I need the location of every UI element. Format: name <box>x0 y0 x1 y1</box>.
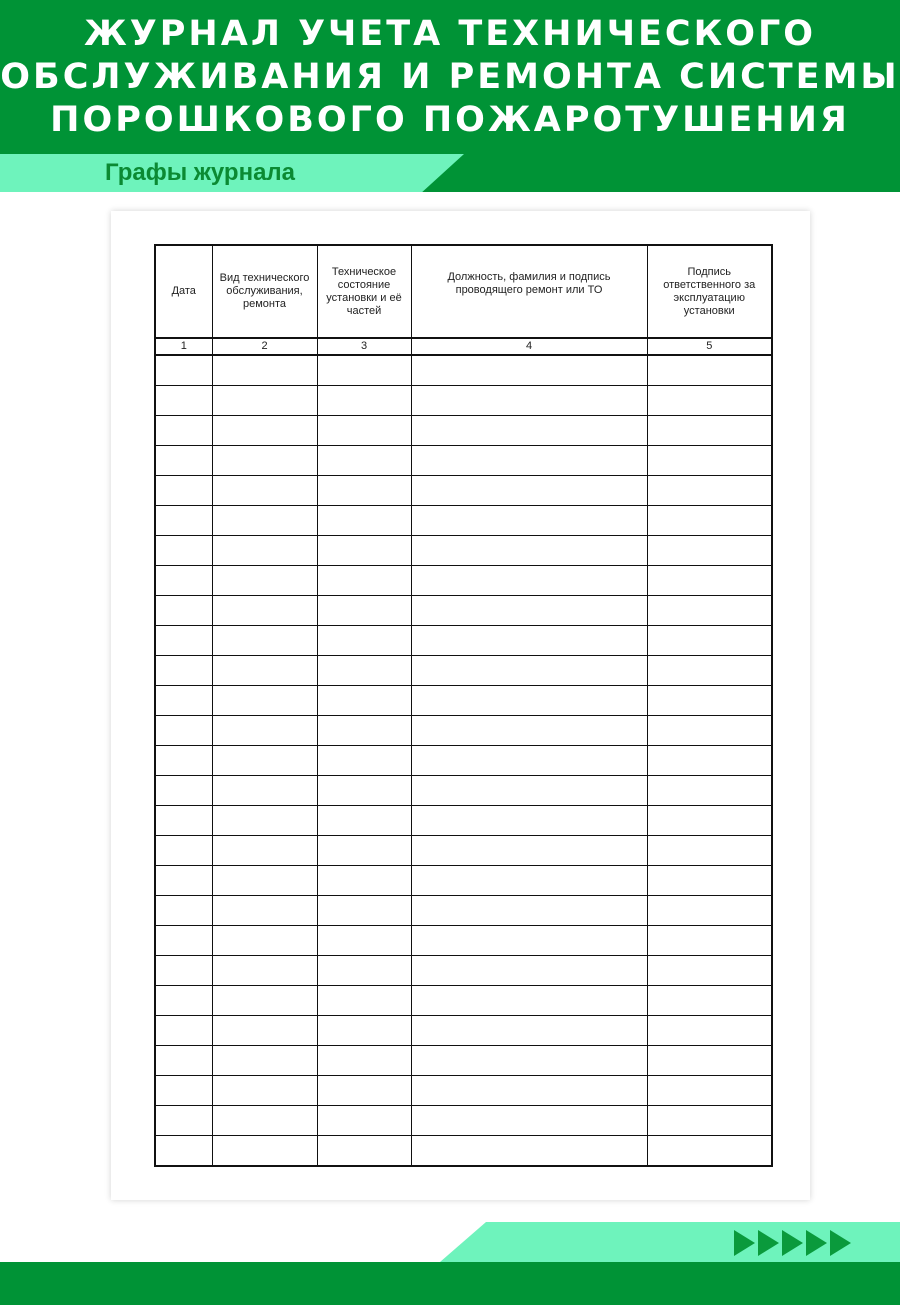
table-row <box>155 536 772 566</box>
table-cell <box>411 1046 647 1076</box>
table-cell <box>647 1106 772 1136</box>
table-row <box>155 836 772 866</box>
table-cell <box>411 956 647 986</box>
table-cell <box>317 386 411 416</box>
table-cell <box>212 806 317 836</box>
table-cell <box>411 1106 647 1136</box>
table-cell <box>155 956 212 986</box>
page-title: ЖУРНАЛ УЧЕТА ТЕХНИЧЕСКОГО ОБСЛУЖИВАНИЯ И РЕМОНТА СИСТЕМЫ ПОРОШКОВОГО ПОЖАРОТУШЕНИЯ <box>0 13 900 140</box>
arrow-right-icon <box>734 1230 755 1256</box>
table-cell <box>647 416 772 446</box>
table-cell <box>155 596 212 626</box>
section-subtitle: Графы журнала <box>105 159 296 186</box>
table-cell <box>212 506 317 536</box>
table-cell <box>317 656 411 686</box>
table-cell <box>317 716 411 746</box>
column-number-row <box>155 338 772 355</box>
table-cell <box>212 386 317 416</box>
table-cell <box>647 776 772 806</box>
table-cell <box>317 506 411 536</box>
table-cell <box>411 896 647 926</box>
table-cell <box>317 1106 411 1136</box>
table-row <box>155 596 772 626</box>
table-cell <box>155 416 212 446</box>
table-cell <box>647 866 772 896</box>
column-header-date: Дата <box>155 245 212 338</box>
table-row <box>155 446 772 476</box>
table-cell <box>317 1076 411 1106</box>
table-cell <box>411 1016 647 1046</box>
title-banner <box>0 0 900 152</box>
arrow-right-icon <box>830 1230 851 1256</box>
table-cell <box>317 536 411 566</box>
table-cell <box>647 355 772 386</box>
table-cell <box>212 476 317 506</box>
table-row <box>155 1076 772 1106</box>
table-cell <box>317 416 411 446</box>
table-cell <box>317 836 411 866</box>
table-row <box>155 566 772 596</box>
table-cell <box>212 776 317 806</box>
table-cell <box>647 1016 772 1046</box>
table-row <box>155 806 772 836</box>
table-cell <box>411 1136 647 1167</box>
table-row <box>155 386 772 416</box>
table-row <box>155 1106 772 1136</box>
table-cell <box>155 776 212 806</box>
table-cell <box>411 1076 647 1106</box>
table-cell <box>317 746 411 776</box>
table-cell <box>155 656 212 686</box>
column-number: 1 <box>155 338 212 355</box>
table-cell <box>647 686 772 716</box>
table-row <box>155 986 772 1016</box>
column-header-performer: Должность, фамилия и подпись проводящего ремонт или ТО <box>411 245 647 338</box>
table-cell <box>155 836 212 866</box>
table-cell <box>155 806 212 836</box>
table-row <box>155 686 772 716</box>
table-cell <box>155 476 212 506</box>
table-row <box>155 656 772 686</box>
table-cell <box>647 896 772 926</box>
table-cell <box>155 986 212 1016</box>
column-number: 3 <box>317 338 411 355</box>
table-cell <box>411 836 647 866</box>
table-cell <box>647 1136 772 1167</box>
table-cell <box>212 1076 317 1106</box>
table-row <box>155 626 772 656</box>
table-cell <box>647 626 772 656</box>
table-cell <box>317 1046 411 1076</box>
table-cell <box>647 566 772 596</box>
table-cell <box>155 506 212 536</box>
table-cell <box>212 566 317 596</box>
table-cell <box>647 716 772 746</box>
table-cell <box>212 656 317 686</box>
table-cell <box>155 1076 212 1106</box>
journal-table <box>154 244 773 1167</box>
table-cell <box>155 686 212 716</box>
table-cell <box>155 355 212 386</box>
table-row <box>155 355 772 386</box>
table-cell <box>411 806 647 836</box>
arrow-row <box>734 1230 851 1256</box>
table-cell <box>411 566 647 596</box>
table-cell <box>317 896 411 926</box>
table-cell <box>155 866 212 896</box>
table-cell <box>155 1016 212 1046</box>
table-cell <box>411 536 647 566</box>
table-row <box>155 416 772 446</box>
arrow-right-icon <box>806 1230 827 1256</box>
table-cell <box>317 866 411 896</box>
table-row <box>155 506 772 536</box>
table-cell <box>647 536 772 566</box>
column-header-service-type: Вид технического обслуживания, ремонта <box>212 245 317 338</box>
table-cell <box>155 746 212 776</box>
column-number: 2 <box>212 338 317 355</box>
table-cell <box>212 626 317 656</box>
column-header-technical-state: Техническое состояние установки и её частей <box>317 245 411 338</box>
table-cell <box>212 1136 317 1167</box>
table-cell <box>155 1106 212 1136</box>
table-cell <box>647 386 772 416</box>
table-cell <box>411 866 647 896</box>
table-cell <box>411 596 647 626</box>
table-cell <box>317 1016 411 1046</box>
table-cell <box>155 1046 212 1076</box>
table-row <box>155 1136 772 1167</box>
table-cell <box>155 386 212 416</box>
table-cell <box>411 776 647 806</box>
column-number: 4 <box>411 338 647 355</box>
table-cell <box>212 1106 317 1136</box>
column-number: 5 <box>647 338 772 355</box>
table-row <box>155 866 772 896</box>
table-cell <box>411 416 647 446</box>
table-cell <box>317 566 411 596</box>
header-row <box>155 245 772 338</box>
table-cell <box>212 1046 317 1076</box>
table-cell <box>212 446 317 476</box>
table-cell <box>647 746 772 776</box>
table-cell <box>155 1136 212 1167</box>
table-cell <box>411 986 647 1016</box>
table-cell <box>411 746 647 776</box>
table-cell <box>647 506 772 536</box>
table-cell <box>212 956 317 986</box>
table-cell <box>212 686 317 716</box>
table-cell <box>647 446 772 476</box>
arrow-right-icon <box>758 1230 779 1256</box>
table-cell <box>212 866 317 896</box>
table-cell <box>317 776 411 806</box>
column-header-responsible-signature: Подпись ответственного за эксплуатацию установки <box>647 245 772 338</box>
table-cell <box>647 986 772 1016</box>
arrow-right-icon <box>782 1230 803 1256</box>
table-cell <box>212 716 317 746</box>
table-cell <box>317 926 411 956</box>
table-row <box>155 1046 772 1076</box>
table-row <box>155 776 772 806</box>
table-cell <box>647 836 772 866</box>
table-cell <box>411 716 647 746</box>
table-cell <box>212 926 317 956</box>
table-cell <box>647 806 772 836</box>
table-cell <box>155 896 212 926</box>
table-cell <box>411 446 647 476</box>
table-cell <box>411 656 647 686</box>
table-cell <box>212 896 317 926</box>
table-row <box>155 926 772 956</box>
table-cell <box>317 596 411 626</box>
table-cell <box>647 476 772 506</box>
table-cell <box>155 446 212 476</box>
table-cell <box>155 566 212 596</box>
table-cell <box>212 986 317 1016</box>
table-cell <box>212 536 317 566</box>
table-cell <box>317 355 411 386</box>
table-cell <box>411 926 647 956</box>
table-cell <box>647 1046 772 1076</box>
table-cell <box>212 416 317 446</box>
table-cell <box>411 686 647 716</box>
table-cell <box>411 506 647 536</box>
table-cell <box>647 956 772 986</box>
table-cell <box>411 476 647 506</box>
footer-band <box>0 1262 900 1305</box>
table-cell <box>212 836 317 866</box>
table-row <box>155 896 772 926</box>
table-cell <box>155 716 212 746</box>
table-row <box>155 1016 772 1046</box>
table-cell <box>317 446 411 476</box>
table-cell <box>155 926 212 956</box>
table-cell <box>411 386 647 416</box>
table-cell <box>212 1016 317 1046</box>
table-cell <box>647 656 772 686</box>
table-cell <box>647 596 772 626</box>
table-cell <box>317 956 411 986</box>
table-row <box>155 746 772 776</box>
table-row <box>155 716 772 746</box>
table-cell <box>155 536 212 566</box>
table-cell <box>647 926 772 956</box>
table-cell <box>317 476 411 506</box>
table-cell <box>317 806 411 836</box>
table-cell <box>155 626 212 656</box>
table-cell <box>411 626 647 656</box>
table-cell <box>212 355 317 386</box>
table-cell <box>317 686 411 716</box>
table-cell <box>411 355 647 386</box>
table-cell <box>212 746 317 776</box>
table-cell <box>212 596 317 626</box>
table-cell <box>317 1136 411 1167</box>
table-cell <box>317 626 411 656</box>
table-row <box>155 956 772 986</box>
table-cell <box>647 1076 772 1106</box>
table-row <box>155 476 772 506</box>
table-cell <box>317 986 411 1016</box>
